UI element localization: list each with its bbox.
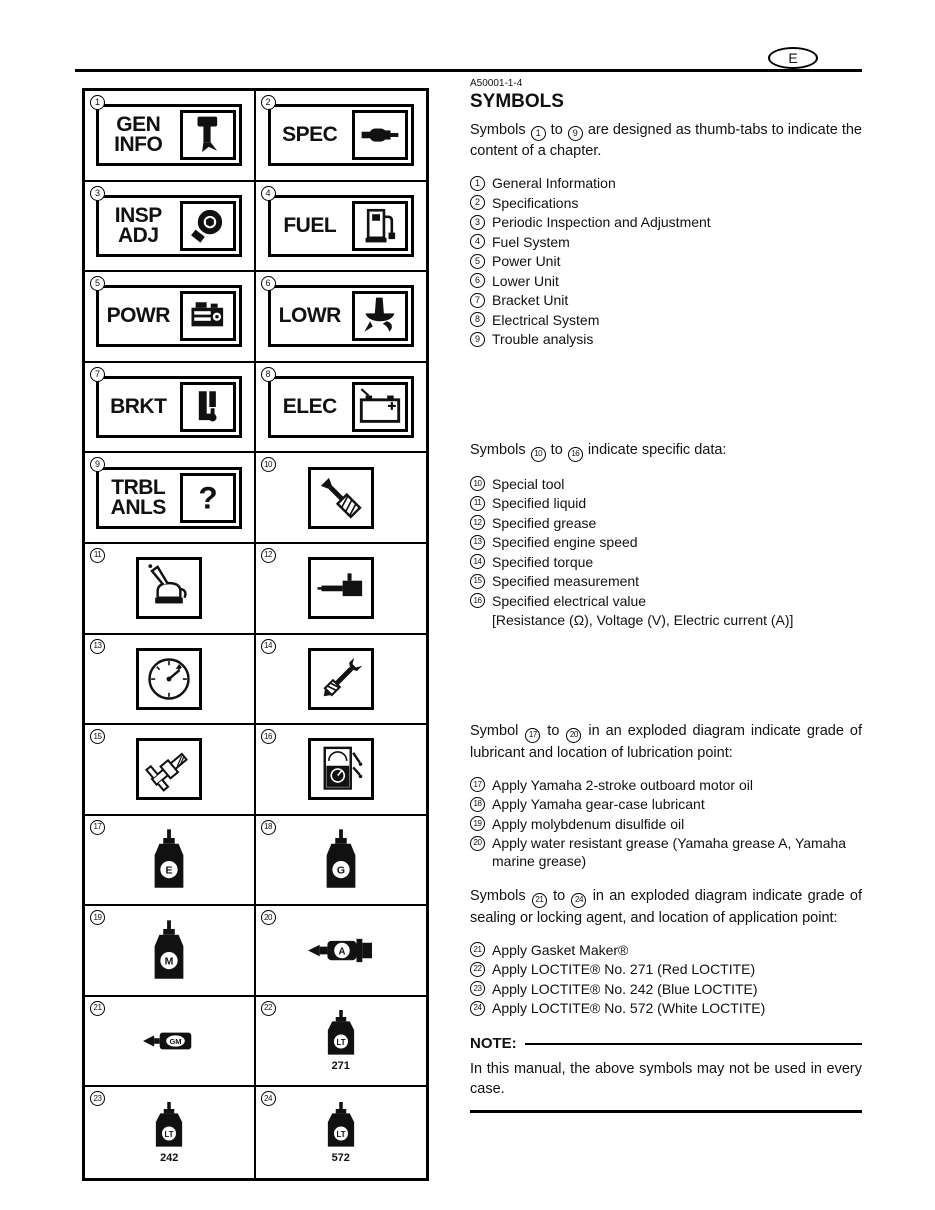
symbol-cell: [256, 272, 427, 363]
grease-gun-icon: [308, 557, 374, 619]
bottle-caption: 572: [331, 1151, 350, 1164]
circled-number: 20: [566, 728, 581, 743]
circled-number: 24: [261, 1091, 276, 1106]
circled-number: 9: [568, 126, 583, 141]
symbol-cell: [85, 635, 256, 726]
symbol-cell: [256, 816, 427, 907]
fuel-pump-icon: [352, 201, 408, 251]
circled-number: 22: [261, 1001, 276, 1016]
loctite-bottle-icon: [148, 1102, 190, 1151]
circled-number: 23: [470, 981, 485, 996]
list-item-text: Apply Yamaha 2-stroke outboard motor oil: [492, 776, 753, 793]
circled-number: 12: [470, 515, 485, 530]
list-item: [470, 194, 862, 212]
chapter-symbol-list: [470, 174, 862, 348]
list-item: [470, 514, 862, 532]
list-item: [470, 311, 862, 329]
language-label: E: [788, 50, 798, 66]
list-item: [470, 999, 862, 1017]
list-item-text: Apply Yamaha gear-case lubricant: [492, 796, 705, 812]
circled-number: 16: [261, 729, 276, 744]
tachometer-icon: [136, 648, 202, 710]
list-item-text: Apply Gasket Maker®: [492, 941, 629, 958]
symbol-cell: [256, 725, 427, 816]
list-item-text: Electrical System: [492, 311, 600, 328]
circled-number: 18: [261, 820, 276, 835]
list-item: [470, 553, 862, 571]
document-code: A50001-1-4: [470, 78, 523, 89]
circled-number: 4: [470, 234, 485, 249]
thumb-tab-label: LOWR: [278, 304, 341, 328]
oil-can-icon: [136, 557, 202, 619]
language-badge: [768, 47, 818, 69]
list-item-text: Power Unit: [492, 253, 561, 269]
circled-number: 21: [90, 1001, 105, 1016]
oil-bottle-icon: [318, 829, 364, 891]
circled-number: 19: [90, 910, 105, 925]
symbol-cell: [85, 272, 256, 363]
list-item-text: Lower Unit: [492, 272, 559, 289]
symbol-cell: [85, 1087, 256, 1178]
torque-wrench-icon: [308, 648, 374, 710]
list-item: [470, 213, 862, 231]
list-item: [470, 533, 862, 551]
data-symbols-list: [470, 475, 862, 630]
list-item-text: Apply LOCTITE® No. 242 (Blue LOCTITE): [492, 980, 758, 997]
oil-bottle-icon: [146, 829, 192, 891]
list-item: [470, 272, 862, 290]
list-item: [470, 980, 862, 998]
circled-number: 22: [470, 962, 485, 977]
symbol-cell: [85, 997, 256, 1088]
circled-number: 14: [470, 554, 485, 569]
symbol-cell: [256, 906, 427, 997]
bottle-caption: 242: [160, 1151, 179, 1164]
symbol-cell: [256, 363, 427, 454]
bracket-icon: [180, 382, 236, 432]
list-item: [470, 475, 862, 493]
sealant-tube-icon: [139, 1028, 199, 1054]
circled-number: 15: [470, 574, 485, 589]
list-item: [470, 592, 862, 610]
circled-number: 16: [568, 447, 583, 462]
thumb-tab-label: SPEC: [282, 123, 338, 147]
symbol-cell: [85, 453, 256, 544]
lower-unit-icon: [352, 291, 408, 341]
list-item-text: Fuel System: [492, 233, 570, 250]
circled-number: 14: [261, 639, 276, 654]
list-item-text: [Resistance (Ω), Voltage (V), Electric current (A)]: [492, 612, 794, 628]
list-item-text: Apply LOCTITE® No. 572 (White LOCTITE): [492, 1000, 766, 1016]
intro-paragraph: Symbols 1 to 9 are designed as thumb-tabs to indicate the content of a chapter.: [470, 122, 862, 159]
symbol-cell: [85, 906, 256, 997]
power-tool-icon: [352, 110, 408, 160]
list-item-text: Apply water resistant grease (Yamaha grease A, Yamaha marine grease): [492, 835, 847, 869]
circled-number: 4: [261, 186, 276, 201]
svg-text:M: M: [164, 954, 174, 967]
chapter-thumb-tab: [96, 376, 242, 438]
special-tool-icon: [308, 467, 374, 529]
thumb-tab-label: INSP ADJ: [114, 203, 162, 247]
symbol-cell: [85, 816, 256, 907]
circled-number: 2: [261, 95, 276, 110]
circled-number: 6: [470, 273, 485, 288]
circled-number: 21: [532, 893, 547, 908]
circled-number: 17: [525, 728, 540, 743]
circled-number: 1: [90, 95, 105, 110]
circled-number: 24: [571, 893, 586, 908]
symbol-cell: [256, 91, 427, 182]
circled-number: 20: [470, 836, 485, 851]
circled-number: 19: [470, 816, 485, 831]
list-item: [470, 291, 862, 309]
circled-number: 10: [470, 476, 485, 491]
chapter-thumb-tab: [96, 195, 242, 257]
list-item-text: General Information: [492, 175, 616, 191]
list-item: [470, 330, 862, 348]
svg-text:A: A: [338, 946, 346, 958]
wrench-icon: [180, 201, 236, 251]
list-item: [470, 494, 862, 512]
loctite-bottle-icon: [320, 1102, 362, 1151]
circled-number: 2: [470, 195, 485, 210]
list-item-text: Trouble analysis: [492, 331, 594, 347]
symbol-cell: [256, 635, 427, 726]
list-item: [470, 174, 862, 192]
caliper-icon: [136, 738, 202, 800]
list-item-text: Specified engine speed: [492, 534, 638, 550]
chapter-thumb-tab: [268, 104, 414, 166]
circled-number: 18: [470, 797, 485, 812]
list-item-text: Bracket Unit: [492, 292, 569, 308]
top-rule: [75, 69, 862, 72]
symbol-cell: [85, 363, 256, 454]
circled-number: 13: [470, 535, 485, 550]
circled-number: 7: [90, 367, 105, 382]
note-label: NOTE:: [470, 1035, 517, 1052]
svg-text:LT: LT: [164, 1129, 174, 1139]
circled-number: 15: [90, 729, 105, 744]
list-item-text: Specified electrical value: [492, 592, 647, 609]
loctite-bottle-icon: [320, 1010, 362, 1059]
circled-number: 9: [470, 332, 485, 347]
list-item: [470, 834, 862, 870]
circled-number: 5: [470, 254, 485, 269]
list-item: [470, 795, 862, 813]
list-item-text: Periodic Inspection and Adjustment: [492, 214, 711, 230]
chapter-thumb-tab: [96, 104, 242, 166]
list-item-continuation: [470, 611, 862, 629]
battery-icon: [352, 382, 408, 432]
list-item-text: Specifications: [492, 194, 579, 211]
list-item: [470, 572, 862, 590]
svg-text:G: G: [336, 864, 345, 877]
circled-number: 8: [261, 367, 276, 382]
multimeter-icon: [308, 738, 374, 800]
bottle-caption: 271: [331, 1060, 350, 1073]
thumb-tab-label: TRBL ANLS: [110, 475, 166, 519]
oil-bottle-icon: [146, 920, 192, 982]
circled-number: 3: [90, 186, 105, 201]
circled-number: 10: [531, 447, 546, 462]
list-item-text: Specified grease: [492, 514, 597, 531]
circled-number: 6: [261, 276, 276, 291]
circled-number: 20: [261, 910, 276, 925]
list-item-text: Special tool: [492, 475, 565, 492]
circled-number: 24: [470, 1001, 485, 1016]
symbol-cell: [85, 725, 256, 816]
engine-icon: [180, 291, 236, 341]
question-mark-icon: [180, 473, 236, 523]
symbol-cell: [85, 544, 256, 635]
sealant-list: [470, 941, 862, 1018]
circled-number: 17: [470, 777, 485, 792]
thumb-tab-label: ELEC: [282, 395, 337, 419]
list-item: [470, 960, 862, 978]
svg-text:?: ?: [198, 479, 218, 516]
circled-number: 3: [470, 215, 485, 230]
list-item-text: Specified liquid: [492, 495, 587, 511]
circled-number: 8: [470, 312, 485, 327]
symbol-cell: [256, 453, 427, 544]
circled-number: 11: [470, 496, 485, 511]
circled-number: 1: [531, 126, 546, 141]
list-item-text: Apply LOCTITE® No. 271 (Red LOCTITE): [492, 961, 756, 977]
svg-text:GM: GM: [169, 1036, 182, 1046]
symbol-cell: [256, 544, 427, 635]
list-item: [470, 815, 862, 833]
list-item-text: Apply molybdenum disulfide oil: [492, 815, 685, 832]
chapter-thumb-tab: [268, 195, 414, 257]
svg-text:E: E: [165, 864, 173, 877]
list-item-text: Specified torque: [492, 553, 594, 570]
circled-number: 13: [90, 639, 105, 654]
circled-number: 11: [90, 548, 105, 563]
circled-number: 7: [470, 293, 485, 308]
data-symbols-paragraph: Symbols 10 to 16 indicate specific data:: [470, 440, 862, 462]
chapter-thumb-tab: [268, 285, 414, 347]
symbol-cell: [85, 91, 256, 182]
circled-number: 16: [470, 593, 485, 608]
list-item: [470, 941, 862, 959]
bottom-rule: [470, 1110, 862, 1113]
thumb-tab-label: GEN INFO: [114, 113, 163, 157]
symbol-cell: [85, 182, 256, 273]
circled-number: 5: [90, 276, 105, 291]
svg-text:LT: LT: [336, 1038, 346, 1048]
thumb-tab-label: BRKT: [110, 395, 167, 419]
symbol-cell: [256, 997, 427, 1088]
sealant-paragraph: Symbols 21 to 24 in an exploded diagram indicate grade of sealing or locking agent, and location of application point:: [470, 888, 862, 926]
note-heading: [470, 1035, 862, 1052]
symbol-cell: [256, 182, 427, 273]
circled-number: 1: [470, 176, 485, 191]
chapter-thumb-tab: [268, 376, 414, 438]
thumb-tab-label: POWR: [106, 304, 170, 328]
thumb-tab-label: FUEL: [283, 213, 337, 237]
list-item: [470, 776, 862, 794]
outboard-motor-icon: [180, 110, 236, 160]
note-rule: [525, 1043, 862, 1045]
lubricant-list: [470, 776, 862, 871]
circled-number: 12: [261, 548, 276, 563]
chapter-thumb-tab: [96, 467, 242, 529]
note-text: In this manual, the above symbols may not be used in every case.: [470, 1061, 862, 1097]
page-title: SYMBOLS: [470, 91, 564, 112]
circled-number: 23: [90, 1091, 105, 1106]
grease-tube-icon: [306, 935, 376, 966]
circled-number: 17: [90, 820, 105, 835]
svg-text:LT: LT: [336, 1129, 346, 1139]
lubricant-paragraph: Symbol 17 to 20 in an exploded diagram indicate grade of lubricant and location of lubrication point:: [470, 723, 862, 761]
symbol-table: [82, 88, 429, 1181]
content-column: [470, 78, 862, 1113]
symbol-cell: [256, 1087, 427, 1178]
list-item-text: Specified measurement: [492, 573, 640, 589]
chapter-thumb-tab: [96, 285, 242, 347]
circled-number: 21: [470, 942, 485, 957]
list-item: [470, 252, 862, 270]
circled-number: 9: [90, 457, 105, 472]
list-item: [470, 233, 862, 251]
circled-number: 10: [261, 457, 276, 472]
